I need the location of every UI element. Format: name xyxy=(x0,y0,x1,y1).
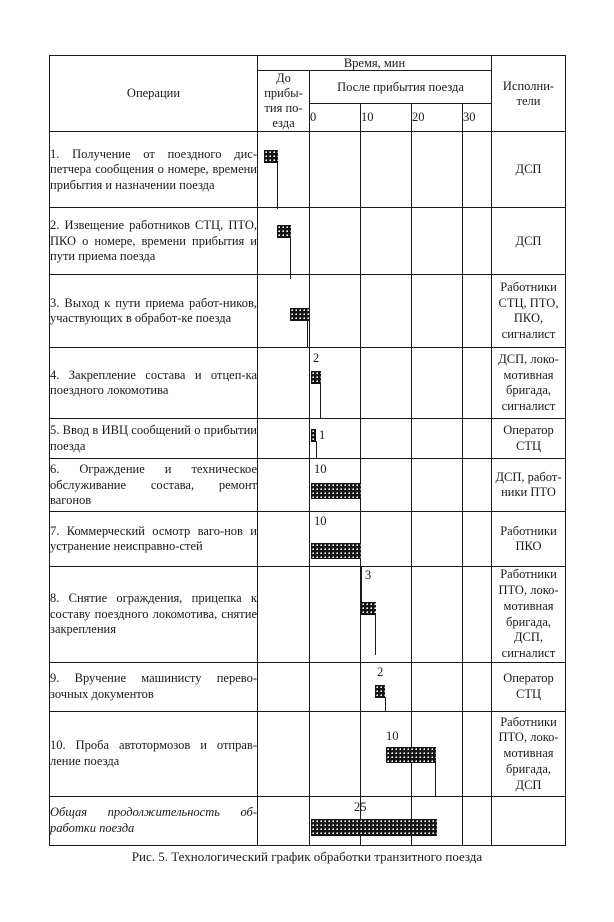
bar-area-6 xyxy=(310,459,491,511)
bar-connector-8-bottom xyxy=(375,614,376,655)
before-arrival-cell-3 xyxy=(258,275,310,348)
bar-value-8: 3 xyxy=(365,568,372,583)
before-arrival-cell-total xyxy=(258,796,310,845)
timeline-cell-8 xyxy=(310,567,492,663)
operation-label-10: 10. Проба автотормозов и отправ-ление поезда xyxy=(50,711,258,796)
executors-10: Работники ПТО, локо-мотивная бригада, ДСП xyxy=(492,711,566,796)
table-row xyxy=(50,208,566,275)
bar-area-2 xyxy=(258,208,309,274)
executors-3: Работники СТЦ, ПТО, ПКО, сигналист xyxy=(492,275,566,348)
operation-label-3: 3. Выход к пути приема работ-ников, участвующих в обработ-ке поезда xyxy=(50,275,258,348)
gridline-20 xyxy=(411,132,412,207)
operation-label-4: 4. Закрепление состава и отцеп-ка поездного локомотива xyxy=(50,348,258,419)
operation-label-total: Общая продолжительность об-работки поезда xyxy=(50,796,258,845)
bar-area-5 xyxy=(310,419,491,458)
bar-connector-8-top xyxy=(361,567,362,603)
gridline-10 xyxy=(360,208,361,274)
gantt-bar-8 xyxy=(361,602,376,615)
operation-label-7: 7. Коммерческий осмотр ваго-нов и устранение неисправно-стей xyxy=(50,512,258,567)
before-arrival-cell-5 xyxy=(258,419,310,459)
timeline-cell-6 xyxy=(310,459,492,512)
executors-9: Оператор СТЦ xyxy=(492,662,566,711)
axis-tick-30: 30 xyxy=(463,103,566,132)
before-arrival-cell-8 xyxy=(258,567,310,663)
table-row xyxy=(50,132,566,208)
bar-area-total xyxy=(310,797,491,845)
bar-area-9 xyxy=(310,663,491,711)
gridline-10 xyxy=(360,132,361,207)
bar-value-10: 10 xyxy=(386,728,399,743)
bar-value-9: 2 xyxy=(377,664,384,679)
header-before-line-4: езда xyxy=(272,116,295,131)
gantt-bar-2 xyxy=(277,225,291,238)
executors-1: ДСП xyxy=(492,132,566,208)
gridline-20 xyxy=(411,275,412,347)
header-executors-line-1: Исполни- xyxy=(502,78,555,93)
gridline-30 xyxy=(462,208,463,274)
bar-connector-7-top xyxy=(360,512,361,544)
bar-value-total: 25 xyxy=(354,799,367,814)
timeline-cell-3 xyxy=(310,275,492,348)
operation-label-1: 1. Получение от поездного дис-петчера сообщения о номере, времени прибытия и назначении поезда xyxy=(50,132,258,208)
table-row xyxy=(50,662,566,711)
bar-area-3 xyxy=(258,275,309,347)
bar-connector-10 xyxy=(435,761,436,796)
axis-tick-0: 0 xyxy=(310,103,361,132)
before-arrival-cell-6 xyxy=(258,459,310,512)
timeline-cell-10 xyxy=(310,711,492,796)
executors-6: ДСП, работ-ники ПТО xyxy=(492,459,566,512)
bar-connector-1 xyxy=(277,162,278,209)
operation-label-2: 2. Извещение работников СТЦ, ПТО, ПКО о номере, времени прибытия и пути приема поезда xyxy=(50,208,258,275)
timeline-cell-4 xyxy=(310,348,492,419)
executors-4: ДСП, локо-мотивная бригада, сигналист xyxy=(492,348,566,419)
header-before-line-1: До xyxy=(276,71,291,86)
table-row xyxy=(50,348,566,419)
gridline-20 xyxy=(411,208,412,274)
bar-area-1 xyxy=(258,132,309,207)
table-row xyxy=(50,275,566,348)
axis-tick-10: 10 xyxy=(361,103,412,132)
timeline-cell-5 xyxy=(310,419,492,459)
gridline-30 xyxy=(462,275,463,347)
executors-8: Работники ПТО, локо-мотивная бригада, ДСП, сигналист xyxy=(492,567,566,663)
bar-area-8 xyxy=(310,567,491,662)
table-row xyxy=(50,512,566,567)
bar-connector-2 xyxy=(290,237,291,279)
figure-caption: Рис. 5. Технологический график обработки транзитного поезда xyxy=(131,849,483,864)
gantt-bar-7 xyxy=(311,543,361,559)
header-before-line-3: тия по- xyxy=(264,101,303,116)
operation-label-9: 9. Вручение машинисту перево-зочных документов xyxy=(50,662,258,711)
gridline-10 xyxy=(360,275,361,347)
timeline-cell-7 xyxy=(310,512,492,567)
table-row xyxy=(50,419,566,459)
bar-value-6: 10 xyxy=(314,462,327,477)
executors-total xyxy=(492,796,566,845)
bar-connector-3 xyxy=(307,320,308,348)
executors-5: Оператор СТЦ xyxy=(492,419,566,459)
header-before-line-2: прибы- xyxy=(264,86,303,101)
gantt-bar-6 xyxy=(311,483,361,499)
bar-connector-6 xyxy=(360,497,361,511)
before-arrival-cell-2 xyxy=(258,208,310,275)
axis-tick-20: 20 xyxy=(412,103,463,132)
timeline-cell-9 xyxy=(310,662,492,711)
timeline-cell-2 xyxy=(310,208,492,275)
timeline-cell-total xyxy=(310,796,492,845)
header-time-group: Время, мин xyxy=(258,56,492,71)
gridline-30 xyxy=(462,132,463,207)
header-before-arrival xyxy=(258,71,310,132)
table-row xyxy=(50,459,566,512)
table-row-summary xyxy=(50,796,566,845)
table-row xyxy=(50,711,566,796)
bar-connector-4 xyxy=(320,383,321,418)
header-after-arrival: После прибытия поезда xyxy=(310,71,492,103)
header-row-time xyxy=(50,56,566,71)
bar-area-4 xyxy=(310,348,491,418)
before-arrival-cell-7 xyxy=(258,512,310,567)
gantt-bar-total xyxy=(311,819,437,836)
before-arrival-cell-1 xyxy=(258,132,310,208)
operation-label-8: 8. Снятие ограждения, прицепка к составу поездного локомотива, снятие закрепления xyxy=(50,567,258,663)
operation-label-6: 6. Ограждение и техническое обслуживание состава, ремонт вагонов xyxy=(50,459,258,512)
bar-value-4: 2 xyxy=(313,351,320,366)
technological-schedule-table xyxy=(49,55,566,846)
gantt-bar-10 xyxy=(386,747,436,763)
executors-7: Работники ПКО xyxy=(492,512,566,567)
operation-label-5: 5. Ввод в ИВЦ сообщений о прибытии поезда xyxy=(50,419,258,459)
before-arrival-cell-9 xyxy=(258,662,310,711)
table-row xyxy=(50,567,566,663)
gantt-bar-9 xyxy=(375,685,385,698)
executors-2: ДСП xyxy=(492,208,566,275)
header-executors-line-2: тели xyxy=(516,93,541,108)
bar-value-5: 1 xyxy=(319,428,326,443)
header-operations: Операции xyxy=(50,56,258,132)
bar-area-7 xyxy=(310,512,491,566)
before-arrival-cell-10 xyxy=(258,711,310,796)
bar-value-7: 10 xyxy=(314,514,327,529)
timeline-cell-1 xyxy=(310,132,492,208)
gantt-bar-1 xyxy=(264,150,278,163)
before-arrival-cell-4 xyxy=(258,348,310,419)
bar-connector-5 xyxy=(316,441,317,458)
bar-connector-9 xyxy=(385,697,386,711)
bar-area-10 xyxy=(310,712,491,796)
